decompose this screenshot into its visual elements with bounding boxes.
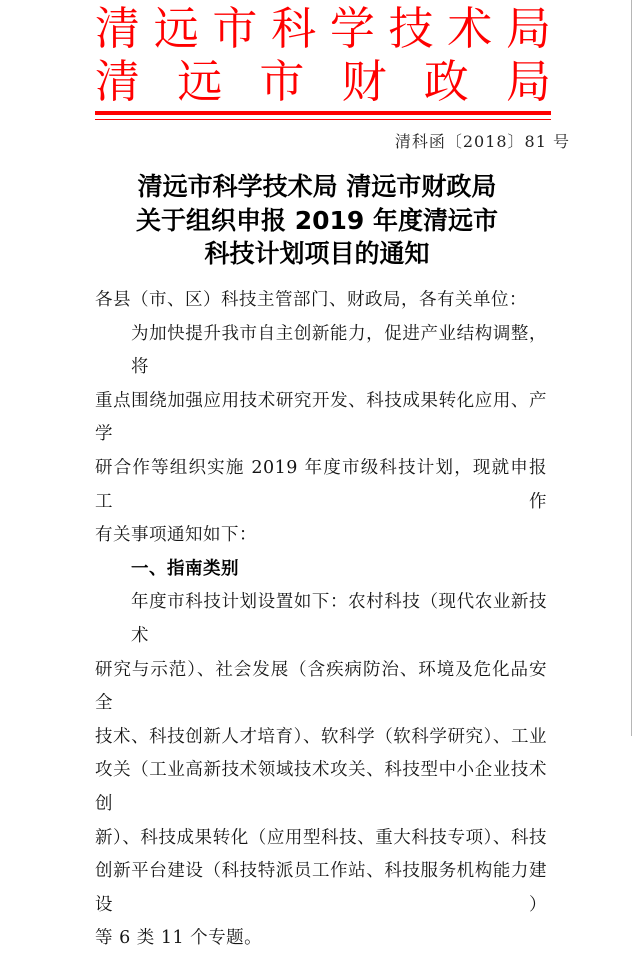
body-line: 重点围绕加强应用技术研究开发、科技成果转化应用、产学	[95, 390, 547, 445]
body-line: 等 6 类 11 个专题。	[95, 928, 263, 949]
body-line: 新）、科技成果转化（应用型科技、重大科技专项）、科技	[95, 827, 547, 848]
body-line: 有关事项通知如下：	[95, 525, 257, 546]
body-line: 研究与示范）、社会发展（含疾病防治、环境及危化品安全	[95, 659, 547, 714]
notice-title	[89, 170, 545, 271]
body-line: 创新平台建设（科技特派员工作站、科技服务机构能力建设）	[95, 861, 547, 915]
body-line: 攻关（工业高新技术领域技术攻关、科技型中小企业技术创	[95, 760, 547, 814]
letterhead-agency-1: 清远市科学技术局	[95, 2, 551, 55]
salutation-line: 各县（市、区）科技主管部门、财政局，各有关单位：	[95, 290, 527, 310]
letterhead-agency-2: 清远市财政局	[95, 55, 551, 108]
page-right-edge-line	[631, 0, 632, 736]
letterhead-divider-rule	[95, 111, 551, 120]
document-number: 清科函〔2018〕81 号	[394, 132, 570, 151]
notice-title-line-3: 科技计划项目的通知	[204, 239, 430, 268]
section-heading: 一、指南类别	[131, 558, 239, 579]
notice-title-line-2: 关于组织申报 2019 年度清远市	[136, 205, 498, 235]
notice-title-line-1: 清远市科学技术局 清远市财政局	[137, 172, 497, 201]
notice-body	[95, 284, 547, 956]
body-line: 研合作等组织实施 2019 年度市级科技计划，现就申报工作	[95, 457, 547, 512]
body-line: 技术、科技创新人才培育）、软科学（软科学研究）、工业	[95, 726, 547, 747]
body-line: 年度市科技计划设置如下：农村科技（现代农业新技术	[131, 592, 547, 646]
body-line: 为加快提升我市自主创新能力，促进产业结构调整，将	[131, 323, 547, 378]
letterhead	[95, 2, 551, 108]
